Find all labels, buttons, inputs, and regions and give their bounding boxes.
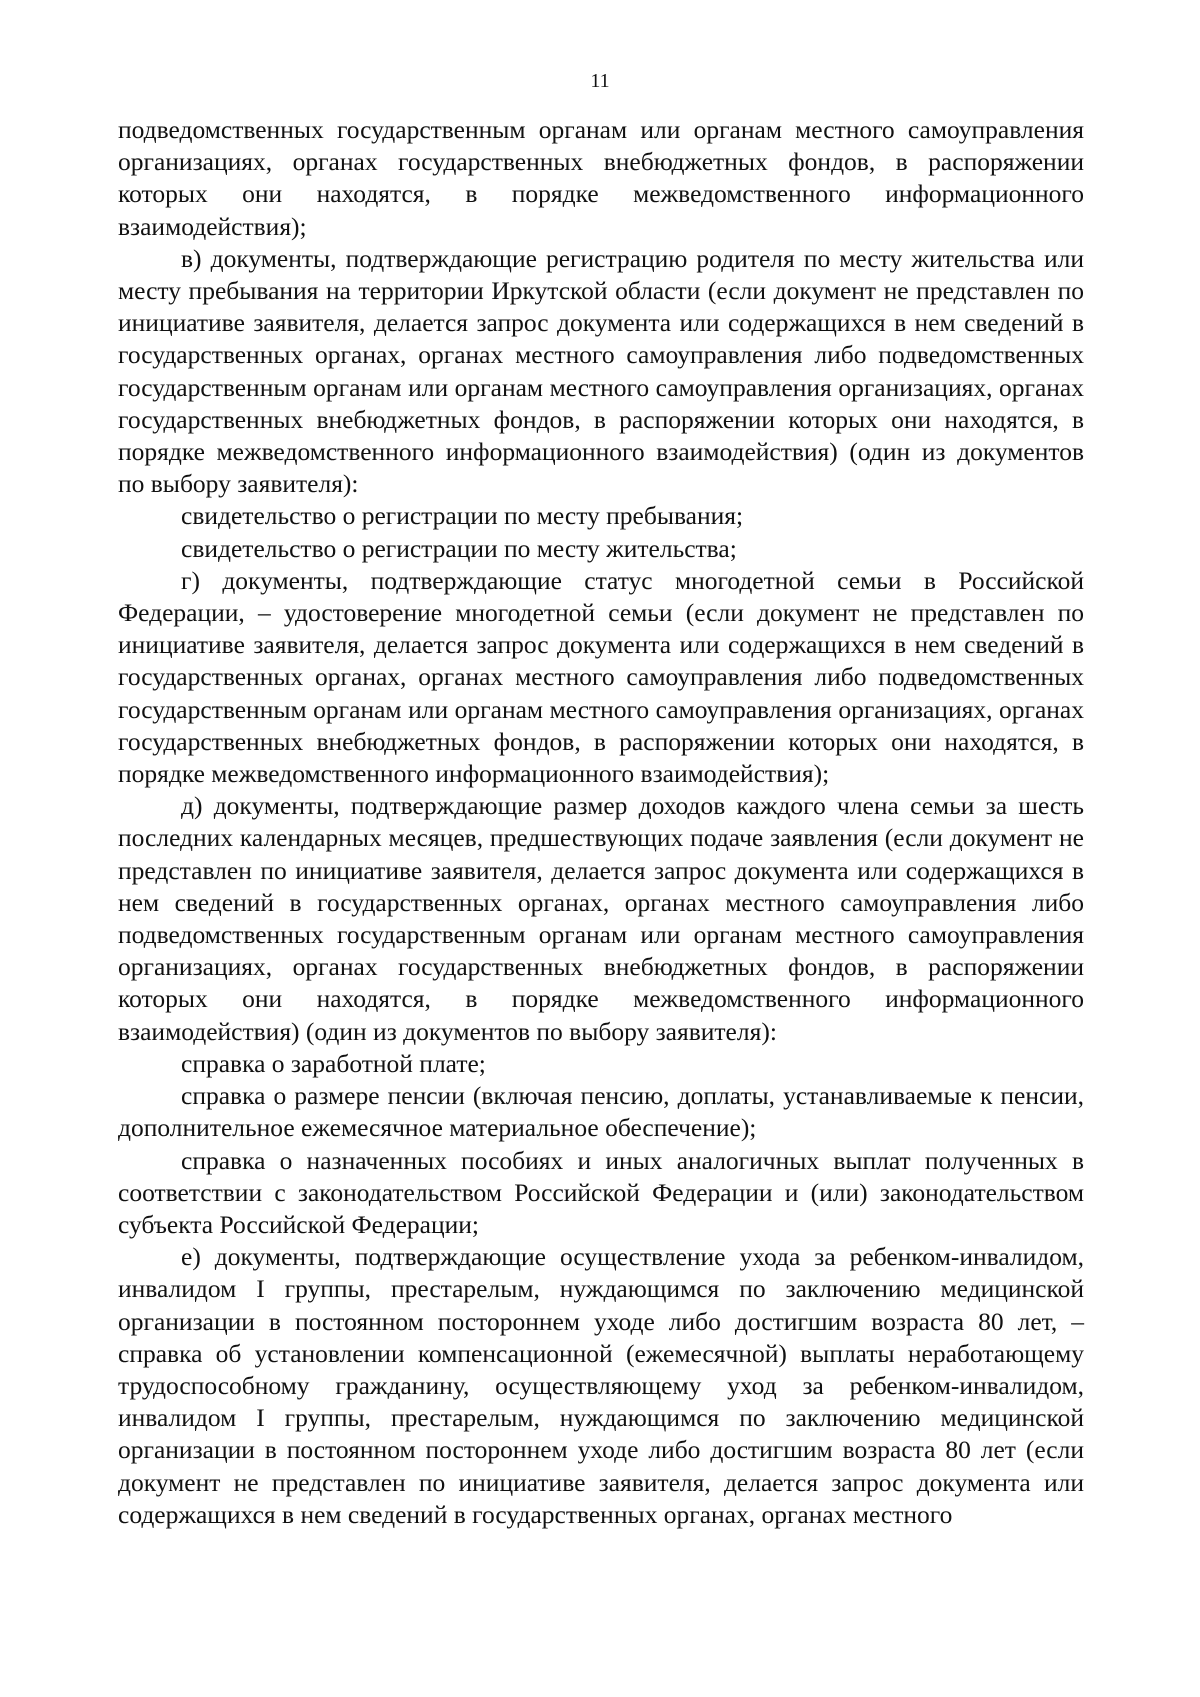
paragraph-subitem-stay-registration: свидетельство о регистрации по месту пребывания; (181, 501, 744, 531)
paragraph-subitem-salary: справка о заработной плате; (181, 1048, 486, 1078)
paragraph-item-e: е) документы, подтверждающие осуществление ухода за ребенком-инвалидом, инвалидом I группы, престарелым, нуждающимся по заключению медицинской организации в постоянном постороннем уходе либо достигшим возраста 80 лет, – справка об установлении компенсационной (ежемесячной) выплаты неработающему трудоспособному гражданину, осуществляющему уход за ребенком-инвалидом, инвалидом I группы, престарелым, нуждающимся по заключению медицинской организации в постоянном постороннем уходе либо достигшим возраста 80 лет (если документ не представлен по инициативе заявителя, делается запрос документа или содержащихся в нем сведений в государственных органах, органах местного (118, 1242, 1084, 1529)
paragraph-item-v: в) документы, подтверждающие регистрацию родителя по месту жительства или месту пребывания на территории Иркутской области (если документ не представлен по инициативе заявителя, делается запрос документа или содержащихся в нем сведений в государственных органах, органах местного самоуправления либо подведомственных государственным органам или органам местного самоуправления организациях, органах государственных внебюджетных фондов, в распоряжении которых они находятся, в порядке межведомственного информационного взаимодействия) (один из документов по выбору заявителя): (118, 243, 1084, 499)
paragraph-subitem-benefits: справка о назначенных пособиях и иных аналогичных выплат полученных в соответствии с законодательством Российской Федерации и (или) законодательством субъекта Российской Федерации; (118, 1145, 1084, 1239)
paragraph-item-d: д) документы, подтверждающие размер доходов каждого члена семьи за шесть последних календарных месяцев, предшествующих подаче заявления (если документ не представлен по инициативе заявителя, делается запрос документа или содержащихся в нем сведений в государственных органах, органах местного самоуправления либо подведомственных государственным органам или органам местного самоуправления организациях, органах государственных внебюджетных фондов, в распоряжении которых они находятся, в порядке межведомственного информационного взаимодействия) (один из документов по выбору заявителя): (118, 791, 1084, 1046)
paragraph-item-g: г) документы, подтверждающие статус многодетной семьи в Российской Федерации, – удостоверение многодетной семьи (если документ не представлен по инициативе заявителя, делается запрос документа или содержащихся в нем сведений в государственных органах, органах местного самоуправления либо подведомственных государственным органам или органам местного самоуправления организациях, органах государственных внебюджетных фондов, в распоряжении которых они находятся, в порядке межведомственного информационного взаимодействия); (118, 565, 1084, 789)
page-number: 11 (590, 70, 610, 92)
document-body (118, 114, 1084, 1531)
paragraph-subitem-pension: справка о размере пенсии (включая пенсию, доплаты, устанавливаемые к пенсии, дополнительное ежемесячное материальное обеспечение); (118, 1081, 1084, 1143)
paragraph-subitem-residence-registration: свидетельство о регистрации по месту жительства; (181, 533, 737, 563)
paragraph-continuation: подведомственных государственным органам или органам местного самоуправления организациях, органах государственных внебюджетных фондов, в распоряжении которых они находятся, в порядке межведомственного информационного взаимодействия); (118, 115, 1084, 241)
